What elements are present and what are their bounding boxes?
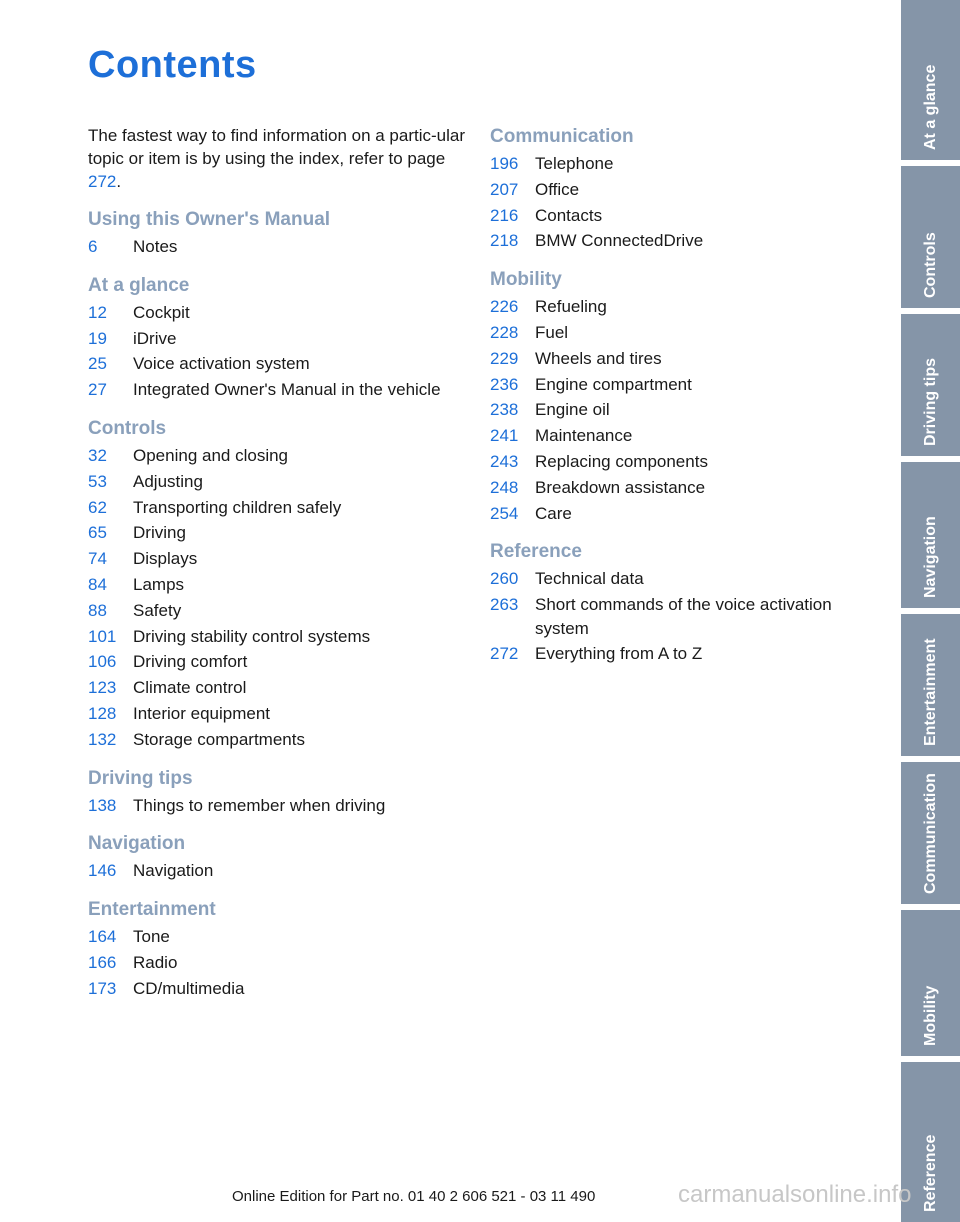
toc-entry[interactable] xyxy=(88,300,468,326)
chapter-tab[interactable] xyxy=(901,762,960,904)
section-title[interactable]: At a glance xyxy=(88,274,190,296)
toc-entry-label[interactable]: Driving stability control systems xyxy=(133,626,371,646)
toc-entry[interactable] xyxy=(88,572,468,598)
toc-page-number[interactable]: 263 xyxy=(490,595,519,615)
toc-section xyxy=(88,207,468,260)
toc-entry[interactable] xyxy=(88,469,468,495)
toc-entry[interactable] xyxy=(490,177,870,203)
intro-text xyxy=(88,124,468,193)
toc-page-number[interactable]: 53 xyxy=(88,471,107,491)
toc-entry-label[interactable]: CD/multimedia xyxy=(133,978,245,998)
toc-page-number[interactable]: 32 xyxy=(88,445,107,465)
chapter-tab-label: Driving tips xyxy=(921,357,939,446)
toc-page-number[interactable]: 196 xyxy=(490,154,519,173)
watermark: carmanualsonline.info xyxy=(678,1181,912,1208)
toc-section xyxy=(88,766,468,819)
toc-section xyxy=(490,267,870,526)
toc-page-number[interactable]: 216 xyxy=(490,205,519,225)
section-title[interactable]: Entertainment xyxy=(88,899,216,921)
toc-entry[interactable] xyxy=(88,649,468,675)
toc-page-number[interactable]: 88 xyxy=(88,600,107,620)
toc-entry[interactable] xyxy=(88,950,468,976)
toc-section xyxy=(88,831,468,884)
toc-entry[interactable] xyxy=(490,203,870,229)
toc-entry-label[interactable]: Driving xyxy=(133,523,186,543)
toc-entry-label[interactable]: Storage compartments xyxy=(133,729,305,749)
toc-entry-label[interactable]: BMW ConnectedDrive xyxy=(535,231,704,251)
toc-page-number[interactable]: 241 xyxy=(490,426,519,446)
toc-entry-label[interactable]: Notes xyxy=(133,237,178,256)
toc-page-number[interactable]: 138 xyxy=(88,795,117,815)
toc-entry[interactable] xyxy=(490,501,870,527)
toc-entry-label[interactable]: Replacing components xyxy=(535,451,708,471)
toc-page-number[interactable]: 128 xyxy=(88,703,117,723)
toc-entry-label[interactable]: Technical data xyxy=(535,569,644,589)
toc-entry[interactable] xyxy=(88,924,468,950)
left-sections xyxy=(88,207,468,1002)
toc-page-number[interactable]: 164 xyxy=(88,927,117,947)
toc-entry[interactable] xyxy=(88,351,468,377)
page-title: Contents xyxy=(88,44,257,86)
chapter-tab[interactable] xyxy=(901,0,960,160)
toc-entry-label[interactable]: Integrated Owner's Manual in the vehicle xyxy=(133,380,441,400)
toc-entry[interactable] xyxy=(88,727,468,753)
toc-entry[interactable] xyxy=(490,475,870,501)
toc-entry-label[interactable]: Cockpit xyxy=(133,302,190,322)
chapter-tab-label: Entertainment xyxy=(921,638,939,746)
section-title[interactable]: Navigation xyxy=(88,833,186,855)
toc-entry-label[interactable]: Engine compartment xyxy=(535,374,692,394)
toc-page-number[interactable]: 166 xyxy=(88,952,117,972)
toc-entry-label[interactable]: Short commands of the voice activation system xyxy=(535,595,832,639)
toc-section xyxy=(490,539,870,667)
chapter-tab-label: Communication xyxy=(921,773,939,894)
toc-section xyxy=(88,416,468,753)
toc-page-number[interactable]: 243 xyxy=(490,451,519,471)
toc-entry-label[interactable]: Fuel xyxy=(535,322,569,342)
toc-entry-label[interactable]: Interior equipment xyxy=(133,703,271,723)
toc-entry-label[interactable]: Climate control xyxy=(133,678,247,698)
toc-entry-label[interactable]: Adjusting xyxy=(133,471,203,491)
toc-entry-label[interactable]: Safety xyxy=(133,600,182,620)
contents-left-column xyxy=(88,124,468,1015)
toc-page-number[interactable]: 84 xyxy=(88,574,107,594)
toc-page-number[interactable]: 254 xyxy=(490,503,519,523)
toc-page-number[interactable]: 27 xyxy=(88,380,107,400)
toc-entry[interactable] xyxy=(490,228,870,254)
chapter-tabs xyxy=(901,0,960,1222)
toc-entry[interactable] xyxy=(490,423,870,449)
chapter-tab[interactable] xyxy=(901,166,960,308)
intro-body: The fastest way to find information on a partic-ular topic or item is by using the index, refer to page xyxy=(88,126,466,168)
toc-entry-label[interactable]: Things to remember when driving xyxy=(133,795,386,815)
toc-section xyxy=(88,897,468,1001)
toc-entry-label[interactable]: Office xyxy=(535,179,580,199)
toc-entry[interactable] xyxy=(88,701,468,727)
section-title[interactable]: Communication xyxy=(490,126,634,147)
chapter-tab-label: Controls xyxy=(921,232,939,298)
toc-entry[interactable] xyxy=(490,151,870,177)
toc-page-number[interactable]: 229 xyxy=(490,348,519,368)
toc-page-number[interactable]: 226 xyxy=(490,297,519,317)
toc-page-number[interactable]: 218 xyxy=(490,231,519,251)
toc-page-number[interactable]: 146 xyxy=(88,861,117,881)
chapter-tab[interactable] xyxy=(901,462,960,608)
chapter-tab-label: Reference xyxy=(921,1134,939,1212)
toc-entry[interactable] xyxy=(490,320,870,346)
toc-page-number[interactable]: 65 xyxy=(88,523,107,543)
toc-page-number[interactable]: 228 xyxy=(490,322,519,342)
toc-entry[interactable] xyxy=(88,976,468,1002)
toc-page-number[interactable]: 238 xyxy=(490,400,519,420)
toc-entry-label[interactable]: Driving comfort xyxy=(133,652,248,672)
toc-entry[interactable] xyxy=(490,294,870,320)
toc-section xyxy=(490,124,870,254)
chapter-tab-label: Navigation xyxy=(921,516,939,598)
toc-entry-label[interactable]: Radio xyxy=(133,952,178,972)
toc-page-number[interactable]: 236 xyxy=(490,374,519,394)
toc-entry[interactable] xyxy=(88,598,468,624)
toc-entry-label[interactable]: Contacts xyxy=(535,205,603,225)
intro-end: . xyxy=(116,172,122,191)
toc-entry-label[interactable]: Maintenance xyxy=(535,426,633,446)
contents-right-column xyxy=(490,124,870,680)
toc-entry[interactable] xyxy=(88,793,468,819)
toc-page-number[interactable]: 62 xyxy=(88,497,107,517)
toc-section xyxy=(88,273,468,403)
toc-entry[interactable] xyxy=(88,377,468,403)
toc-page-number[interactable]: 207 xyxy=(490,179,519,199)
section-title[interactable]: Mobility xyxy=(490,269,562,291)
toc-entry-label[interactable]: Wheels and tires xyxy=(535,348,662,368)
toc-entry-label[interactable]: Voice activation system xyxy=(133,354,310,374)
toc-page-number[interactable]: 6 xyxy=(88,237,98,256)
toc-entry[interactable] xyxy=(88,675,468,701)
toc-entry[interactable] xyxy=(490,346,870,372)
toc-entry-label[interactable]: Everything from A to Z xyxy=(535,644,703,664)
toc-page-number[interactable]: 132 xyxy=(88,729,117,749)
footer-edition: Online Edition for Part no. 01 40 2 606 521 - 03 11 490 xyxy=(232,1188,596,1205)
toc-entry-label[interactable]: Navigation xyxy=(133,861,214,881)
toc-page-number[interactable]: 260 xyxy=(490,569,519,589)
chapter-tab-label: Mobility xyxy=(921,985,939,1046)
toc-entry-label[interactable]: Displays xyxy=(133,549,198,569)
section-title[interactable]: Using this Owner's Manual xyxy=(88,209,331,230)
toc-entry[interactable] xyxy=(88,234,468,260)
toc-entry-label[interactable]: Tone xyxy=(133,927,170,947)
toc-entry-label[interactable]: Engine oil xyxy=(535,400,610,420)
toc-page-number[interactable]: 173 xyxy=(88,978,117,998)
toc-entry[interactable] xyxy=(88,495,468,521)
toc-page-number[interactable]: 19 xyxy=(88,328,107,348)
toc-entry-label[interactable]: Telephone xyxy=(535,154,614,173)
section-title[interactable]: Controls xyxy=(88,417,167,439)
toc-page-number[interactable]: 106 xyxy=(88,652,117,672)
chapter-tab-label: At a glance xyxy=(921,64,939,150)
chapter-tab[interactable] xyxy=(901,614,960,756)
toc-entry[interactable] xyxy=(490,566,870,592)
toc-entry-label[interactable]: Refueling xyxy=(535,297,607,317)
toc-page-number[interactable]: 248 xyxy=(490,477,519,497)
toc-entry[interactable] xyxy=(490,592,870,641)
toc-entry-label[interactable]: Transporting children safely xyxy=(133,497,342,517)
toc-entry[interactable] xyxy=(88,326,468,352)
toc-entry[interactable] xyxy=(490,372,870,398)
chapter-tab[interactable] xyxy=(901,314,960,456)
toc-page-number[interactable]: 12 xyxy=(88,302,107,322)
right-sections xyxy=(490,124,870,667)
toc-entry-label[interactable]: Breakdown assistance xyxy=(535,477,706,497)
toc-entry-label[interactable]: iDrive xyxy=(133,328,177,348)
toc-entry-label[interactable]: Opening and closing xyxy=(133,445,289,465)
toc-page-number[interactable]: 25 xyxy=(88,354,107,374)
toc-entry[interactable] xyxy=(490,449,870,475)
toc-entry-label[interactable]: Care xyxy=(535,503,572,523)
section-title[interactable]: Driving tips xyxy=(88,767,193,789)
section-title[interactable]: Reference xyxy=(490,541,582,563)
index-page-link[interactable]: 272 xyxy=(88,172,117,191)
toc-entry[interactable] xyxy=(88,624,468,650)
toc-entry[interactable] xyxy=(88,443,468,469)
toc-page-number[interactable]: 272 xyxy=(490,644,519,664)
toc-page-number[interactable]: 123 xyxy=(88,678,117,698)
toc-entry[interactable] xyxy=(88,546,468,572)
toc-page-number[interactable]: 74 xyxy=(88,549,107,569)
toc-entry[interactable] xyxy=(490,397,870,423)
toc-entry[interactable] xyxy=(88,520,468,546)
toc-page-number[interactable]: 101 xyxy=(88,626,117,646)
toc-entry-label[interactable]: Lamps xyxy=(133,574,185,594)
toc-entry[interactable] xyxy=(490,641,870,667)
chapter-tab[interactable] xyxy=(901,910,960,1056)
toc-entry[interactable] xyxy=(88,858,468,884)
